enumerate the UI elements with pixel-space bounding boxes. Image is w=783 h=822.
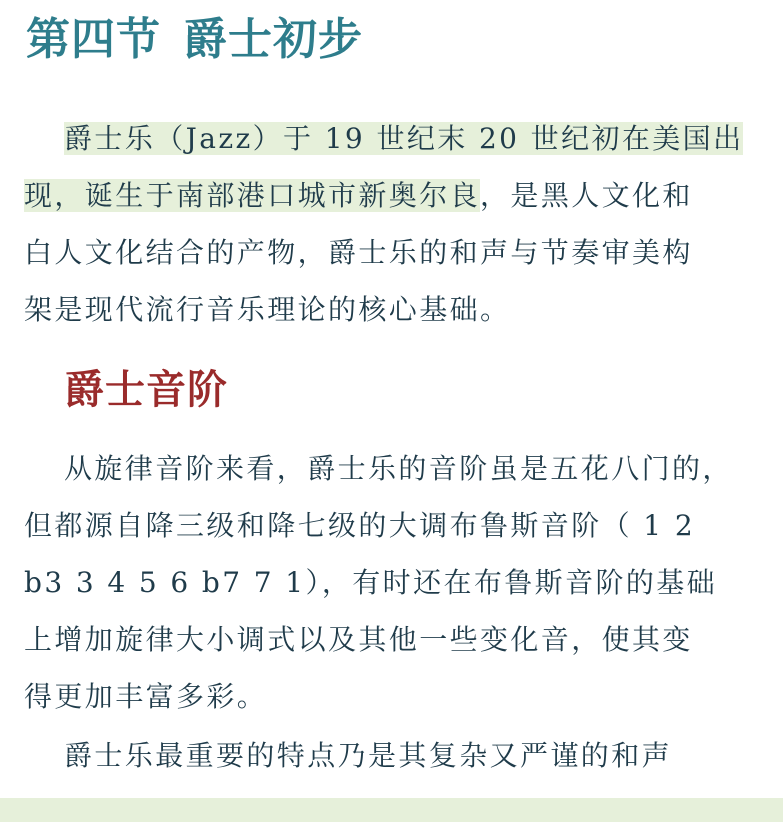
bottom-band xyxy=(0,798,783,822)
scale-line-1-text: 从旋律音阶来看，爵士乐的音阶虽是五花八门的， xyxy=(64,452,733,485)
scale-line-3: b3 3 4 5 6 b7 7 1），有时还在布鲁斯音阶的基础 xyxy=(24,566,718,599)
harmony-line-1 xyxy=(24,727,783,784)
intro-line-2 xyxy=(24,167,783,224)
scale-paragraph xyxy=(24,440,783,725)
harmony-line-1-text: 爵士乐最重要的特点乃是其复杂又严谨的和声 xyxy=(64,739,673,772)
intro-line-4: 架是现代流行音乐理论的核心基础。 xyxy=(24,293,511,326)
intro-highlight-1: 爵士乐（Jazz）于 19 世纪末 20 世纪初在美国出 xyxy=(64,122,744,155)
intro-line-2-rest: ，是黑人文化和 xyxy=(480,179,693,212)
scale-line-4: 上增加旋律大小调式以及其他一些变化音，使其变 xyxy=(24,623,693,656)
scale-line-2: 但都源自降三级和降七级的大调布鲁斯音阶（ 1 2 xyxy=(24,509,696,542)
intro-line-1 xyxy=(24,110,783,167)
section-number: 第四节 xyxy=(26,14,161,65)
intro-highlight-2: 现，诞生于南部港口城市新奥尔良 xyxy=(24,179,481,212)
section-heading xyxy=(26,10,363,70)
intro-paragraph xyxy=(24,110,783,338)
scale-line-5: 得更加丰富多彩。 xyxy=(24,680,268,713)
scale-line-1 xyxy=(24,440,783,497)
section-title: 爵士初步 xyxy=(183,14,363,65)
subsection-heading: 爵士音阶 xyxy=(64,366,228,413)
harmony-paragraph xyxy=(24,727,783,784)
intro-line-3: 白人文化结合的产物，爵士乐的和声与节奏审美构 xyxy=(24,236,693,269)
